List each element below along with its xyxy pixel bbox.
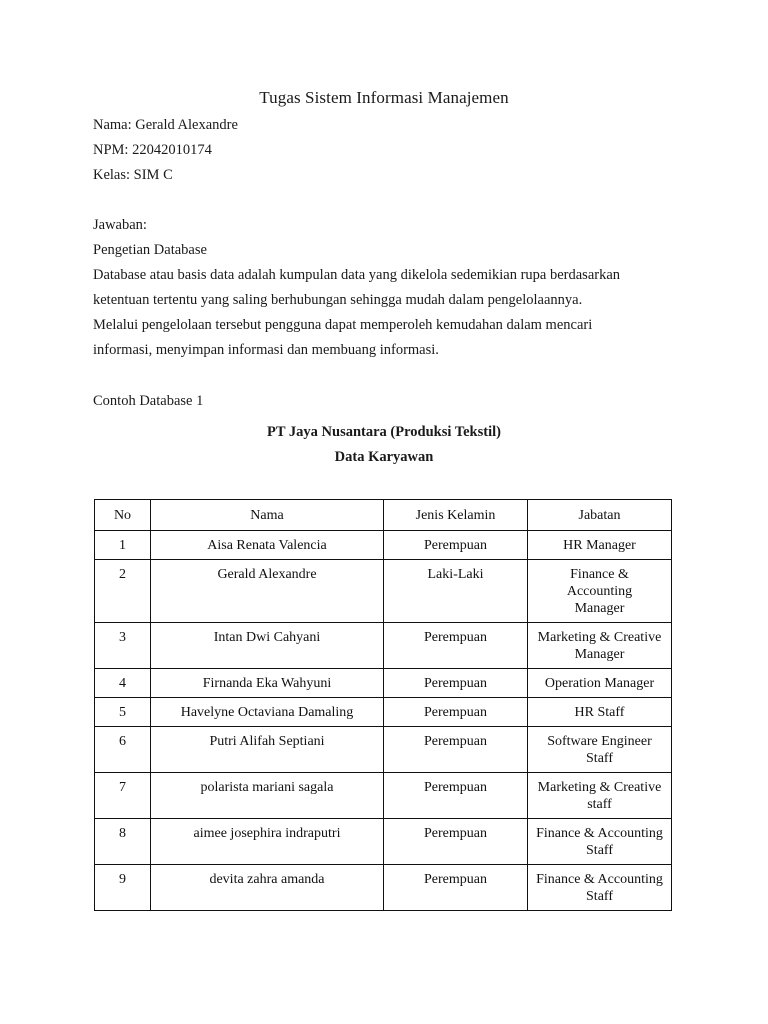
paragraph-line: ketentuan tertentu yang saling berhubungan sehingga mudah dalam pengelolaannya. (93, 292, 583, 308)
cell-no: 6 (95, 727, 151, 773)
cell-nama: Intan Dwi Cahyani (151, 623, 384, 669)
cell-no: 8 (95, 819, 151, 865)
table-row (95, 865, 672, 911)
student-name: Nama: Gerald Alexandre (93, 117, 238, 133)
cell-no: 2 (95, 560, 151, 623)
cell-nama: Putri Alifah Septiani (151, 727, 384, 773)
table-header-row (95, 500, 672, 531)
cell-nama: Gerald Alexandre (151, 560, 384, 623)
table-row (95, 698, 672, 727)
cell-nama: aimee josephira indraputri (151, 819, 384, 865)
table-row (95, 560, 672, 623)
paragraph-line: informasi, menyimpan informasi dan membuang informasi. (93, 342, 439, 358)
header-nama: Nama (151, 500, 384, 531)
table-row (95, 669, 672, 698)
cell-jabatan: Operation Manager (528, 669, 672, 698)
cell-jabatan: Software Engineer Staff (528, 727, 672, 773)
section-heading: Pengetian Database (93, 242, 207, 258)
cell-jenis-kelamin: Perempuan (384, 531, 528, 560)
cell-no: 1 (95, 531, 151, 560)
cell-jenis-kelamin: Perempuan (384, 623, 528, 669)
table-row (95, 727, 672, 773)
header-jenis-kelamin: Jenis Kelamin (384, 500, 528, 531)
cell-no: 3 (95, 623, 151, 669)
cell-jenis-kelamin: Perempuan (384, 669, 528, 698)
cell-jabatan: Marketing & Creative staff (528, 773, 672, 819)
answer-label: Jawaban: (93, 217, 147, 233)
header-no: No (95, 500, 151, 531)
cell-jabatan: Finance & Accounting Staff (528, 819, 672, 865)
table-row (95, 773, 672, 819)
table-row (95, 819, 672, 865)
cell-nama: Aisa Renata Valencia (151, 531, 384, 560)
cell-jenis-kelamin: Perempuan (384, 773, 528, 819)
cell-nama: polarista mariani sagala (151, 773, 384, 819)
cell-nama: devita zahra amanda (151, 865, 384, 911)
cell-jabatan: Marketing & Creative Manager (528, 623, 672, 669)
table-title: Data Karyawan (334, 449, 434, 465)
example-label: Contoh Database 1 (93, 393, 204, 409)
cell-jenis-kelamin: Laki-Laki (384, 560, 528, 623)
cell-jenis-kelamin: Perempuan (384, 865, 528, 911)
paragraph-line: Database atau basis data adalah kumpulan data yang dikelola sedemikian rupa berdasarkan (93, 267, 621, 283)
student-class: Kelas: SIM C (93, 167, 173, 183)
table-row (95, 531, 672, 560)
company-name: PT Jaya Nusantara (Produksi Tekstil) (267, 424, 501, 440)
cell-jenis-kelamin: Perempuan (384, 698, 528, 727)
cell-jabatan: Finance & Accounting Staff (528, 865, 672, 911)
table-row (95, 623, 672, 669)
cell-jabatan: HR Manager (528, 531, 672, 560)
cell-no: 7 (95, 773, 151, 819)
student-npm: NPM: 22042010174 (93, 142, 212, 158)
paragraph-line: Melalui pengelolaan tersebut pengguna dapat memperoleh kemudahan dalam mencari (93, 317, 593, 333)
cell-nama: Havelyne Octaviana Damaling (151, 698, 384, 727)
cell-no: 9 (95, 865, 151, 911)
cell-jenis-kelamin: Perempuan (384, 819, 528, 865)
cell-no: 4 (95, 669, 151, 698)
document-title: Tugas Sistem Informasi Manajemen (259, 88, 509, 107)
cell-jenis-kelamin: Perempuan (384, 727, 528, 773)
cell-no: 5 (95, 698, 151, 727)
cell-jabatan: Finance & Accounting Manager (528, 560, 672, 623)
cell-jabatan: HR Staff (528, 698, 672, 727)
header-jabatan: Jabatan (528, 500, 672, 531)
employee-table (94, 499, 672, 911)
cell-nama: Firnanda Eka Wahyuni (151, 669, 384, 698)
